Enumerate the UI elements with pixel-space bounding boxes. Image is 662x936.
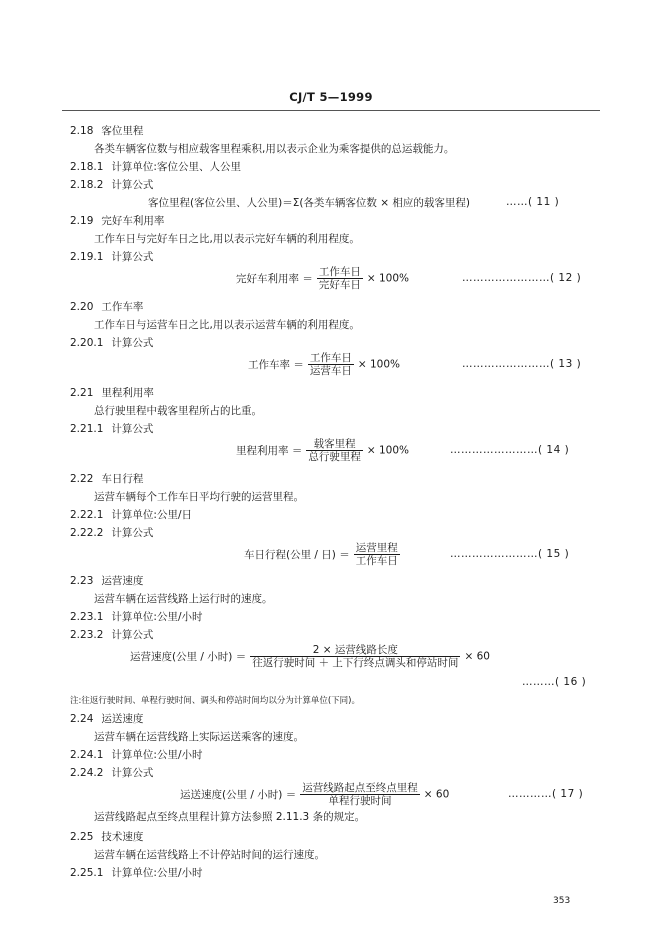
multiplier: × 100% bbox=[357, 358, 400, 371]
multiplier: × 100% bbox=[366, 444, 409, 457]
formula-lhs: 运送速度(公里 / 小时) ＝ bbox=[180, 789, 297, 801]
formula-lhs: 工作车率 ＝ bbox=[248, 359, 304, 371]
subsection-text: 计算单位:公里/小时 bbox=[111, 867, 203, 879]
numerator: 运营线路起点至终点里程 bbox=[302, 782, 418, 794]
section-2-24 bbox=[70, 712, 143, 726]
formula-14-tag: ……………………( 14 ) bbox=[450, 444, 570, 456]
formula-lhs: 里程利用率 ＝ bbox=[236, 445, 303, 457]
multiplier: × 100% bbox=[366, 272, 409, 285]
section-number: 2.24.1 bbox=[70, 749, 104, 761]
section-desc: 运营车辆在运营线路上运行时的速度。 bbox=[94, 593, 273, 605]
section-2-19 bbox=[70, 214, 164, 228]
section-number: 2.19 bbox=[70, 215, 94, 227]
subsection-2-18-1 bbox=[70, 160, 241, 174]
multiplier: × 60 bbox=[464, 650, 490, 663]
section-2-21 bbox=[70, 386, 154, 400]
section-number: 2.23 bbox=[70, 575, 94, 587]
formula-15 bbox=[244, 542, 404, 567]
section-2-20 bbox=[70, 300, 143, 314]
formula-17 bbox=[180, 782, 449, 807]
subsection-text: 计算公式 bbox=[111, 251, 154, 263]
fraction bbox=[306, 438, 363, 463]
section-desc: 运营车辆每个工作车日平均行驶的运营里程。 bbox=[94, 491, 304, 503]
section-title: 车日行程 bbox=[101, 473, 144, 485]
page-number: 353 bbox=[553, 896, 571, 906]
section-number: 2.18.2 bbox=[70, 179, 104, 191]
formula-12-tag: ……………………( 12 ) bbox=[462, 272, 582, 284]
subsection-text: 计算公式 bbox=[111, 179, 154, 191]
section-title: 工作车率 bbox=[101, 301, 144, 313]
numerator: 2 × 运营线路长度 bbox=[250, 644, 460, 657]
section-title: 运营速度 bbox=[101, 575, 144, 587]
section-number: 2.21 bbox=[70, 387, 94, 399]
numerator: 工作车日 bbox=[318, 266, 361, 278]
subsection-2-22-2 bbox=[70, 526, 153, 540]
section-number: 2.18 bbox=[70, 125, 94, 137]
section-note: 运营线路起点至终点里程计算方法参照 2.11.3 条的规定。 bbox=[94, 811, 366, 823]
subsection-text: 计算公式 bbox=[111, 527, 154, 539]
formula-14 bbox=[236, 438, 409, 463]
header-rule bbox=[62, 110, 600, 111]
formula-15-tag: ……………………( 15 ) bbox=[450, 548, 570, 560]
section-title: 完好车利用率 bbox=[101, 215, 165, 227]
section-2-18 bbox=[70, 124, 143, 138]
subsection-2-22-1 bbox=[70, 508, 192, 522]
header-title: CJ/T 5—1999 bbox=[289, 90, 373, 104]
subsection-text: 计算单位:客位公里、人公里 bbox=[111, 161, 241, 173]
formula-13-tag: ……………………( 13 ) bbox=[462, 358, 582, 370]
subsection-2-19-1 bbox=[70, 250, 153, 264]
subsection-2-25-1 bbox=[70, 866, 202, 880]
subsection-text: 计算公式 bbox=[111, 423, 154, 435]
section-2-23 bbox=[70, 574, 143, 588]
numerator: 载客里程 bbox=[306, 438, 363, 451]
denominator: 完好车日 bbox=[318, 279, 361, 291]
section-number: 2.22.2 bbox=[70, 527, 104, 539]
section-number: 2.24 bbox=[70, 713, 94, 725]
subsection-text: 计算公式 bbox=[111, 767, 154, 779]
section-title: 运送速度 bbox=[101, 713, 144, 725]
formula-12 bbox=[236, 266, 409, 291]
numerator: 工作车日 bbox=[309, 352, 352, 364]
formula-16 bbox=[130, 644, 490, 669]
fraction bbox=[354, 542, 400, 567]
subsection-text: 计算单位:公里/小时 bbox=[111, 611, 203, 623]
fraction bbox=[308, 352, 354, 377]
formula-lhs: 运营速度(公里 / 小时) ＝ bbox=[130, 651, 247, 663]
section-desc: 总行驶里程中载客里程所占的比重。 bbox=[94, 405, 262, 417]
denominator: 工作车日 bbox=[355, 555, 398, 567]
subsection-text: 计算单位:公里/小时 bbox=[111, 749, 203, 761]
denominator: 单程行驶时间 bbox=[328, 795, 392, 807]
formula-11-tag: ……( 11 ) bbox=[506, 196, 560, 208]
section-number: 2.21.1 bbox=[70, 423, 104, 435]
section-number: 2.23.2 bbox=[70, 629, 104, 641]
subsection-2-23-2 bbox=[70, 628, 153, 642]
formula-lhs: 完好车利用率 ＝ bbox=[236, 273, 313, 285]
section-number: 2.25 bbox=[70, 831, 94, 843]
denominator: 总行驶里程 bbox=[308, 451, 361, 463]
formula-11: 客位里程(客位公里、人公里)＝Σ(各类车辆客位数 × 相应的载客里程) bbox=[148, 197, 470, 209]
formula-17-tag: …………( 17 ) bbox=[508, 788, 584, 800]
subsection-2-21-1 bbox=[70, 422, 153, 436]
subsection-2-20-1 bbox=[70, 336, 153, 350]
formula-lhs: 车日行程(公里 / 日) ＝ bbox=[244, 549, 350, 561]
fraction bbox=[250, 644, 460, 669]
subsection-text: 计算公式 bbox=[111, 629, 154, 641]
section-number: 2.25.1 bbox=[70, 867, 104, 879]
section-number: 2.19.1 bbox=[70, 251, 104, 263]
section-desc: 运营车辆在运营线路上不计停站时间的运行速度。 bbox=[94, 849, 325, 861]
section-desc: 运营车辆在运营线路上实际运送乘客的速度。 bbox=[94, 731, 304, 743]
section-number: 2.18.1 bbox=[70, 161, 104, 173]
section-title: 客位里程 bbox=[101, 125, 144, 137]
section-desc: 工作车日与运营车日之比,用以表示运营车辆的利用程度。 bbox=[94, 319, 360, 331]
section-2-25 bbox=[70, 830, 143, 844]
section-number: 2.20.1 bbox=[70, 337, 104, 349]
denominator: 运营车日 bbox=[309, 365, 352, 377]
denominator: 往返行驶时间 ＋ 上下行终点调头和停站时间 bbox=[252, 657, 459, 669]
subsection-2-24-1 bbox=[70, 748, 202, 762]
footnote: 注:往返行驶时间、单程行驶时间、调头和停站时间均以分为计算单位(下同)。 bbox=[70, 696, 360, 706]
subsection-text: 计算单位:公里/日 bbox=[111, 509, 192, 521]
section-number: 2.24.2 bbox=[70, 767, 104, 779]
fraction bbox=[300, 782, 420, 807]
subsection-2-24-2 bbox=[70, 766, 153, 780]
subsection-2-23-1 bbox=[70, 610, 202, 624]
section-title: 技术速度 bbox=[101, 831, 144, 843]
fraction bbox=[317, 266, 363, 291]
section-2-22 bbox=[70, 472, 143, 486]
formula-13 bbox=[248, 352, 400, 377]
section-number: 2.23.1 bbox=[70, 611, 104, 623]
numerator: 运营里程 bbox=[355, 542, 398, 554]
multiplier: × 60 bbox=[423, 788, 450, 801]
section-number: 2.22.1 bbox=[70, 509, 104, 521]
section-desc: 工作车日与完好车日之比,用以表示完好车辆的利用程度。 bbox=[94, 233, 360, 245]
formula-16-tag: ………( 16 ) bbox=[522, 676, 587, 688]
section-number: 2.22 bbox=[70, 473, 94, 485]
section-desc: 各类车辆客位数与相应载客里程乘积,用以表示企业为乘客提供的总运载能力。 bbox=[94, 143, 455, 155]
subsection-2-18-2 bbox=[70, 178, 153, 192]
section-title: 里程利用率 bbox=[101, 387, 154, 399]
section-number: 2.20 bbox=[70, 301, 94, 313]
subsection-text: 计算公式 bbox=[111, 337, 154, 349]
